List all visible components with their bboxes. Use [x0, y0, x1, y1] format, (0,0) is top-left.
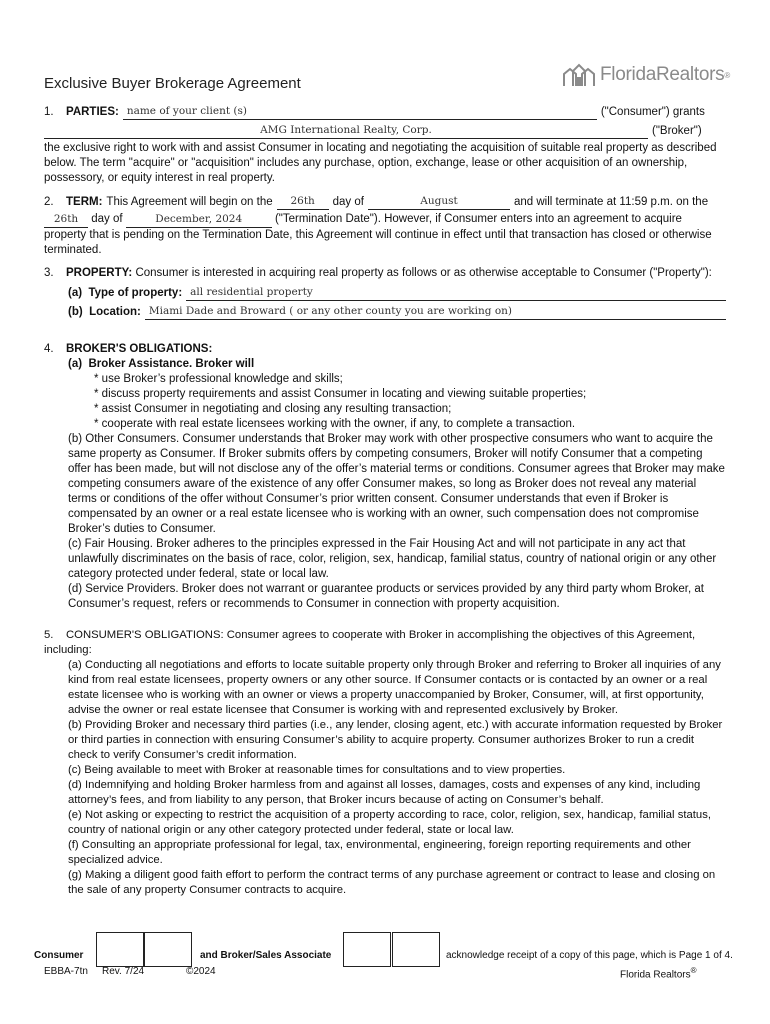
section-parties: [44, 104, 726, 186]
broker-assistance-head: (a) Broker Assistance. Broker will: [68, 358, 255, 370]
begin-month-field[interactable]: August: [368, 194, 510, 210]
consumer-obligation-item: (d) Indemnifying and holding Broker harmless from and against all losses, damages, costs and expenses of any kind, including attorney’s fees, and from liability to any person, that Broker incurs because of acting on Consumer’s behalf.: [68, 779, 701, 806]
other-consumers-text: (b) Other Consumers. Consumer understands that Broker may work with other prospective consumers who want to acquire the same property as Consumer. If Broker submits offers by competing consumers, Broker will notify Consumer that a competing offer has been made, but will not disclose any of the offer’s material terms or conditions. Consumer agrees that Broker may make competing consumers aware of the existence of any offer Consumer makes, so long as Broker does not reveal any material terms or conditions of the offer without Consumer’s prior written consent. Consumer understands that even if Broker is compensated by an owner or a real estate licensee who is working with an owner, such compensation does not compromise Broker’s duties to Consumer.: [68, 433, 725, 535]
property-text: Consumer is interested in acquiring real property as follows or as otherwise acceptable to Consumer ("Property"):: [135, 267, 712, 279]
logo-registered-mark: ®: [724, 70, 731, 80]
logo-text: FloridaRealtors: [600, 64, 725, 85]
section-consumer-obligations: [44, 628, 726, 898]
broker-bullet: * assist Consumer in negotiating and closing any resulting transaction;: [94, 403, 452, 415]
location-label: (b) Location:: [68, 306, 141, 318]
consumer-obligation-item: (f) Consulting an appropriate professional for legal, tax, environmental, engineering, foreign reporting requirements and other specialized advice.: [68, 839, 691, 866]
footer-acknowledgement: acknowledge receipt of a copy of this page, which is Page 1 of 4.: [446, 950, 733, 961]
property-type-label: (a) Type of property:: [68, 287, 183, 299]
service-providers-text: (d) Service Providers. Broker does not warrant or guarantee products or services provided by any third party whom Broker, at Consumer’s request, refers or recommends to Consumer in connection with property acquisition.: [68, 583, 704, 610]
term-label: TERM:: [66, 196, 103, 208]
consumer-obligation-item: (g) Making a diligent good faith effort to perform the contract terms of any purchase agreement or contract to lease and closing on the sale of any property Consumer contracts to acquire.: [68, 869, 716, 896]
property-type-field[interactable]: all residential property: [186, 285, 726, 301]
footer-brand-reg: ®: [690, 966, 697, 975]
term-number: 2.: [44, 196, 54, 208]
property-number: 3.: [44, 267, 54, 279]
footer-broker-label: and Broker/Sales Associate: [200, 950, 332, 961]
footer-brand-text: Florida Realtors: [620, 969, 691, 981]
begin-day-field[interactable]: 26th: [277, 194, 329, 210]
florida-realtors-logo: [562, 58, 732, 92]
copyright: ©2024: [186, 966, 216, 977]
term-text-4: day of: [91, 213, 123, 225]
broker-bullet: * cooperate with real estate licensees working with the owner, if any, to complete a transaction.: [94, 418, 576, 430]
property-label: PROPERTY:: [66, 267, 133, 279]
term-text-2: day of: [332, 196, 364, 208]
section-property: [44, 266, 726, 320]
consumer-obl-head: CONSUMER'S OBLIGATIONS: Consumer agrees to cooperate with Broker in accomplishing the objectives of this Agreement, including:: [44, 629, 696, 656]
term-text-3: and will terminate at 11:59 p.m. on the: [513, 196, 709, 208]
end-day-field[interactable]: 26th: [44, 212, 88, 228]
fair-housing-text: (c) Fair Housing. Broker adheres to the principles expressed in the Fair Housing Act and will not participate in any act that unlawfully discriminates on the basis of race, color, religion, sex, handicap, familial status, country of national origin or any other category protected under federal, state or local law.: [68, 538, 717, 580]
term-line-2: [44, 212, 726, 258]
broker-name-field[interactable]: AMG International Realty, Corp.: [44, 123, 648, 139]
broker-obl-number: 4.: [44, 343, 54, 355]
broker-initials-box-2[interactable]: [392, 932, 440, 967]
consumer-initials-box-2[interactable]: [144, 932, 192, 967]
broker-bullet: * discuss property requirements and assist Consumer in locating and viewing suitable properties;: [94, 388, 587, 400]
footer-consumer-label: Consumer: [34, 950, 84, 961]
consumer-initials-box-1[interactable]: [96, 932, 144, 967]
end-month-field[interactable]: December, 2024: [126, 212, 272, 228]
form-id: EBBA-7tn: [44, 966, 88, 977]
location-field[interactable]: Miami Dade and Broward ( or any other county you are working on): [145, 304, 726, 320]
parties-label: PARTIES:: [66, 106, 119, 118]
broker-initials-box-1[interactable]: [343, 932, 391, 967]
consumer-obl-number: 5.: [44, 629, 54, 641]
consumer-obligation-item: (c) Being available to meet with Broker at reasonable times for consultations and to view properties.: [68, 764, 566, 776]
consumer-suffix: ("Consumer") grants: [600, 106, 705, 118]
parties-number: 1.: [44, 106, 54, 118]
term-text-5: ("Termination Date"). However, if Consumer enters into an agreement to acquire property that is pending on the Termination Date, this Agreement will continue in effect until that transaction has closed or otherwise terminated.: [44, 213, 712, 256]
client-name-field[interactable]: name of your client (s): [123, 104, 597, 120]
footer-brand: [620, 966, 697, 980]
revision: Rev. 7/24: [102, 966, 145, 977]
section-term: [44, 194, 726, 258]
houses-logo-icon: [562, 62, 596, 88]
consumer-obligation-item: (b) Providing Broker and necessary third parties (i.e., any lender, closing agent, etc.) with accurate information requested by Broker or third parties in connection with ensuring Consumer’s ability to acquire property. Consumer authorizes Broker to run a credit check to verify Consumer’s credit information.: [68, 719, 723, 761]
broker-bullet: * use Broker’s professional knowledge and skills;: [94, 373, 343, 385]
document-title: Exclusive Buyer Brokerage Agreement: [44, 75, 301, 92]
consumer-obligation-item: (e) Not asking or expecting to restrict the acquisition of a property according to race, color, religion, sex, handicap, familial status, country of national origin or any other category protected under federal, state or local law.: [68, 809, 711, 836]
term-text-1: This Agreement will begin on the: [106, 196, 273, 208]
parties-text: the exclusive right to work with and assist Consumer in locating and negotiating the acquisition of suitable real property as described below. The term "acquire" or "acquisition" includes any purchase, option, exchange, lease or other acquisition of an ownership, possessory, or equity interest in real property.: [44, 142, 717, 184]
broker-suffix: ("Broker"): [652, 125, 702, 137]
broker-obl-label: BROKER'S OBLIGATIONS:: [66, 343, 213, 355]
section-broker-obligations: [44, 342, 726, 612]
consumer-obligation-item: (a) Conducting all negotiations and efforts to locate suitable property only through Broker and referring to Broker all inquiries of any kind from real estate licensees, property owners or any other source. If Consumer contacts or is contacted by an owner or a real estate licensee who is working with an owner or views a property unaccompanied by Broker, Consumer, will, at first opportunity, advise the owner or real estate licensee that Consumer is working with and represented exclusively by Broker.: [68, 659, 721, 716]
